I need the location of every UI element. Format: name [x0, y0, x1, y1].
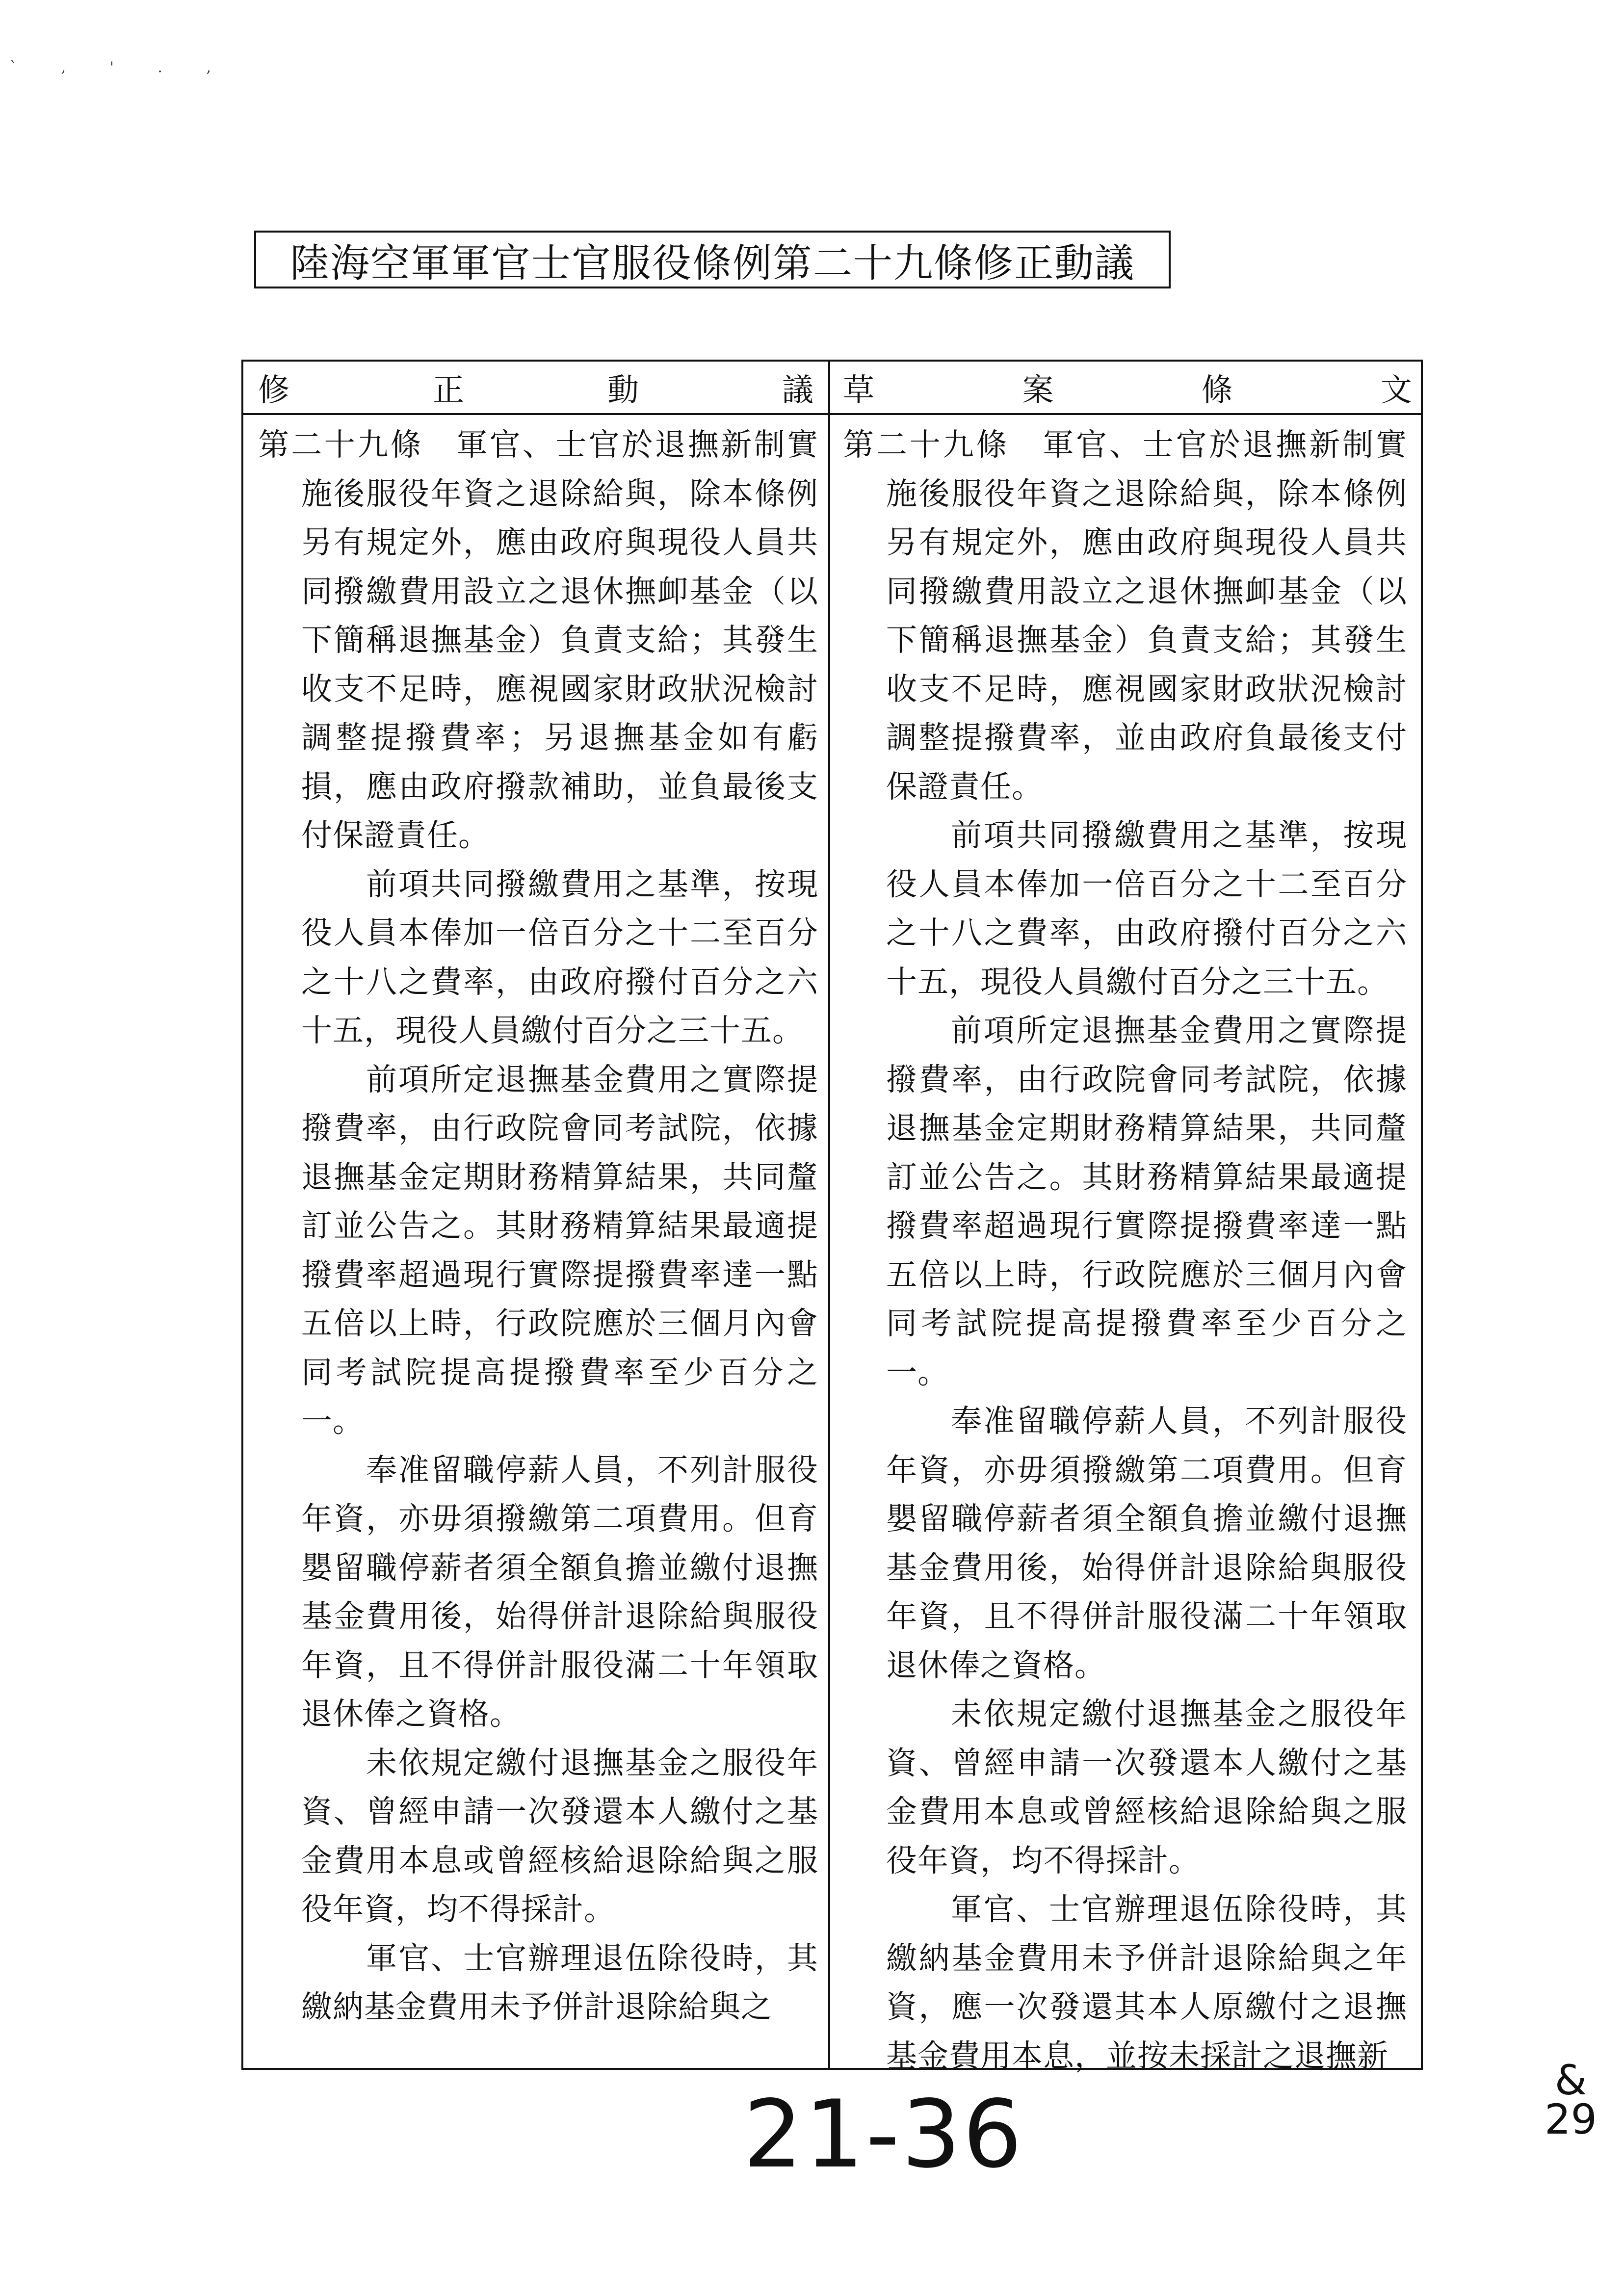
margin-mark-number: 29	[1545, 2095, 1597, 2143]
header-char: 議	[782, 372, 813, 409]
article-paragraph: 未依規定繳付退撫基金之服役年資、曾經申請一次發還本人繳付之基金費用本息或曾經核給退除給與之服役年資，均不得採計。	[301, 1745, 818, 1927]
column-divider	[828, 362, 830, 2068]
header-char: 正	[433, 372, 464, 409]
header-char: 文	[1380, 372, 1412, 409]
amendment-column	[258, 420, 818, 2032]
article-paragraph: 前項共同撥繳費用之基準，按現役人員本俸加一倍百分之十二至百分之十八之費率，由政府撥付百分之六十五，現役人員繳付百分之三十五。	[301, 866, 818, 1048]
scan-specks: ` , ' . ,	[10, 59, 231, 76]
article-paragraph: 奉准留職停薪人員，不列計服役年資，亦毋須撥繳第二項費用。但育嬰留職停薪者須全額負擔並繳付退撫基金費用後，始得併計退除給與服役年資，且不得併計服役滿二十年領取退休俸之資格。	[886, 1403, 1407, 1683]
article-paragraph: 前項所定退撫基金費用之實際提撥費率，由行政院會同考試院，依據退撫基金定期財務精算結果，共同釐訂並公告之。其財務精算結果最適提撥費率超過現行實際提撥費率達一點五倍以上時，行政院應於三個月內會同考試院提高提撥費率至少百分之一。	[301, 1061, 818, 1439]
header-char: 條	[1201, 372, 1233, 409]
handwritten-margin-mark	[1545, 2056, 1597, 2143]
article-paragraph: 軍官、士官辦理退伍除役時，其繳納基金費用未予併計退除給與之年資，應一次發還其本人原繳付之退撫基金費用本息，並按未採計之退撫新	[886, 1891, 1407, 2074]
header-char: 動	[607, 372, 639, 409]
header-draft	[843, 362, 1412, 413]
article-paragraph: 前項所定退撫基金費用之實際提撥費率，由行政院會同考試院，依據退撫基金定期財務精算結果，共同釐訂並公告之。其財務精算結果最適提撥費率超過現行實際提撥費率達一點五倍以上時，行政院應於三個月內會同考試院提高提撥費率至少百分之一。	[886, 1013, 1407, 1390]
handwritten-page-number: 21-36	[743, 2080, 1024, 2189]
header-char: 修	[258, 372, 289, 409]
comparison-table	[241, 360, 1423, 2074]
article-paragraph: 第二十九條 軍官、士官於退撫新制實施後服役年資之退除給與，除本條例另有規定外，應由政府與現役人員共同撥繳費用設立之退休撫卹基金（以下簡稱退撫基金）負責支給；其發生收支不足時，應視國家財政狀況檢討調整提撥費率，並由政府負最後支付保證責任。	[843, 427, 1407, 805]
article-paragraph: 奉准留職停薪人員，不列計服役年資，亦毋須撥繳第二項費用。但育嬰留職停薪者須全額負擔並繳付退撫基金費用後，始得併計退除給與服役年資，且不得併計服役滿二十年領取退休俸之資格。	[301, 1452, 818, 1732]
document-title: 陸海空軍軍官士官服役條例第二十九條修正動議	[254, 231, 1171, 288]
header-char: 草	[843, 372, 874, 409]
article-paragraph: 軍官、士官辦理退伍除役時，其繳納基金費用未予併計退除給與之	[301, 1940, 818, 2025]
header-char: 案	[1022, 372, 1054, 409]
article-paragraph: 第二十九條 軍官、士官於退撫新制實施後服役年資之退除給與，除本條例另有規定外，應由政府與現役人員共同撥繳費用設立之退休撫卹基金（以下簡稱退撫基金）負責支給；其發生收支不足時，應視國家財政狀況檢討調整提撥費率；另退撫基金如有虧損，應由政府撥款補助，並負最後支付保證責任。	[258, 427, 818, 853]
margin-mark-symbol: &	[1554, 2056, 1587, 2104]
header-divider	[243, 413, 1421, 415]
draft-column	[843, 420, 1407, 2080]
article-paragraph: 未依規定繳付退撫基金之服役年資、曾經申請一次發還本人繳付之基金費用本息或曾經核給退除給與之服役年資，均不得採計。	[886, 1696, 1407, 1879]
header-amendment	[258, 362, 813, 413]
article-paragraph: 前項共同撥繳費用之基準，按現役人員本俸加一倍百分之十二至百分之十八之費率，由政府撥付百分之六十五，現役人員繳付百分之三十五。	[886, 817, 1407, 1000]
